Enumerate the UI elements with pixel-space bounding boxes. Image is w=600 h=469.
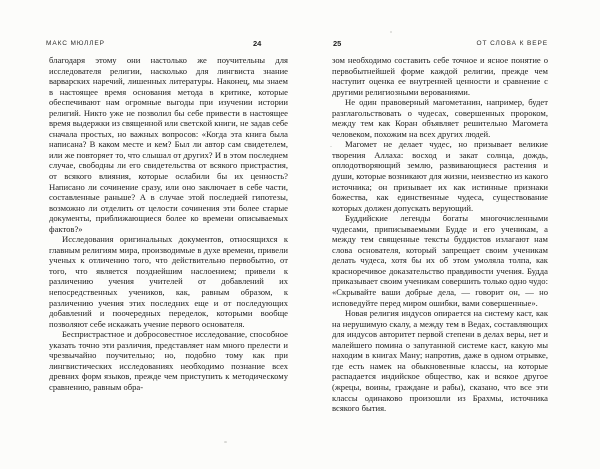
scan-speck xyxy=(224,441,227,443)
paragraph: Исследования оригинальных документов, относящихся к главным религиям мира, производимые в духе времени, привели ученых к отличению того, что действительно первобытно, от того, что является позднейшим наслоением; привели к различению учения учителей от добавлений их непосредственных учеников, как, равным образом, к различению учения этих последних еще и от последующих добавлений и поочередных переделок, которыми вообще позволяют себе искажать учение первого основателя. xyxy=(49,234,288,329)
paragraph: Беспристрастное и добросовестное исследование, способное указать точно эти различия, представляет нам много прелести и чрезвычайно поучительно; но, подобно тому как при лингвистических исследованиях необходимо познание всех древних форм языков, прежде чем приступить к методическому сравнению, равным обра- xyxy=(49,329,288,392)
scan-speck xyxy=(390,31,392,33)
paragraph: Буддийские легенды богаты многочисленными чудесами, приписываемыми Будде и его ученикам, а между тем священные тексты буддистов излагают нам слова основателя, который запрещает своим ученикам делать чудеса, хотя бы их об этом умоляла толпа, как красноречивое доказательство правдивости учения. Будда приказывает своим ученикам совершить только одно чудо: «Скрывайте ваши добрые дела, — говорит он, — но исповедуйте перед миром ошибки, вами совершенные». xyxy=(332,213,548,308)
left-page-number: 24 xyxy=(253,39,262,48)
paragraph: Магомет не делает чудес, но призывает великие творения Аллаха: восход и закат солнца, дождь, оплодотворяющий землю, развивающиеся растения и души, которые возникают для жизни, неизвестно из какого источника; он призывает их как истинные признаки божества, как единственные чудеса, существование которых должен допускать верующий. xyxy=(332,139,548,213)
paragraph: благодаря этому они настолько же поучительны для исследователя религии, насколько для лингвиста знание варварских наречий, лишенных литературы. Наконец, мы знаем в настоящее время основания метода в критике, которые обеспечивают нам огромные выгоды при изучении истории религий. Никто уже не позволил бы себе привести в настоящее время выдержки из священной или светской книги, не задав себе сначала простых, но важных вопросов: «Когда эта книга была написана? В каком месте и кем? Был ли автор сам свидетелем, или же повторяет то, что слышал от других? И в этом последнем случае, свободны ли его свидетельства от всякого пристрастия, от всякого влияния, которые ослабили бы их ценность? Написано ли сочинение сразу, или оно заключает в себе части, составленные раньше? А в случае этой последней гипотезы, возможно ли отделить от целости сочинения эти более старые документы, приближающиеся более ко времени описываемых фактов?» xyxy=(49,55,288,234)
paragraph: зом необходимо составить себе точное и ясное понятие о первобытнейшей форме каждой религии, прежде чем наступит оценка ее внутренней ценности и сравнение с другими религиозными верованиями. xyxy=(332,55,548,97)
left-page-text-column xyxy=(49,55,288,393)
left-running-head: МАКС МЮЛЛЕР xyxy=(46,40,105,47)
right-running-head: ОТ СЛОВА К ВЕРЕ xyxy=(476,40,548,47)
right-page-number: 25 xyxy=(333,39,342,48)
right-page-text-column xyxy=(332,55,548,414)
paragraph: Новая религия индусов опирается на систему каст, как на нерушимую скалу, а между тем в Ведах, составляющих для индусов авторитет первой степени в делах веры, нет и малейшего помина о запутанной системе каст, какую мы находим в книгах Ману; напротив, даже в одном отрывке, где есть намек на обыкновенные классы, на которые распадается индийское общество, как и всякое другое (жрецы, воины, граждане и рабы), сказано, что все эти классы одинаково произошли из Брахмы, источника всякого бытия. xyxy=(332,308,548,414)
scan-speck xyxy=(330,146,332,147)
paragraph: Не один правоверный магометанин, например, будет разглагольствовать о чудесах, совершенных пророком, между тем как Коран объявляет решительно Магомета человеком, похожим на всех других людей. xyxy=(332,97,548,139)
